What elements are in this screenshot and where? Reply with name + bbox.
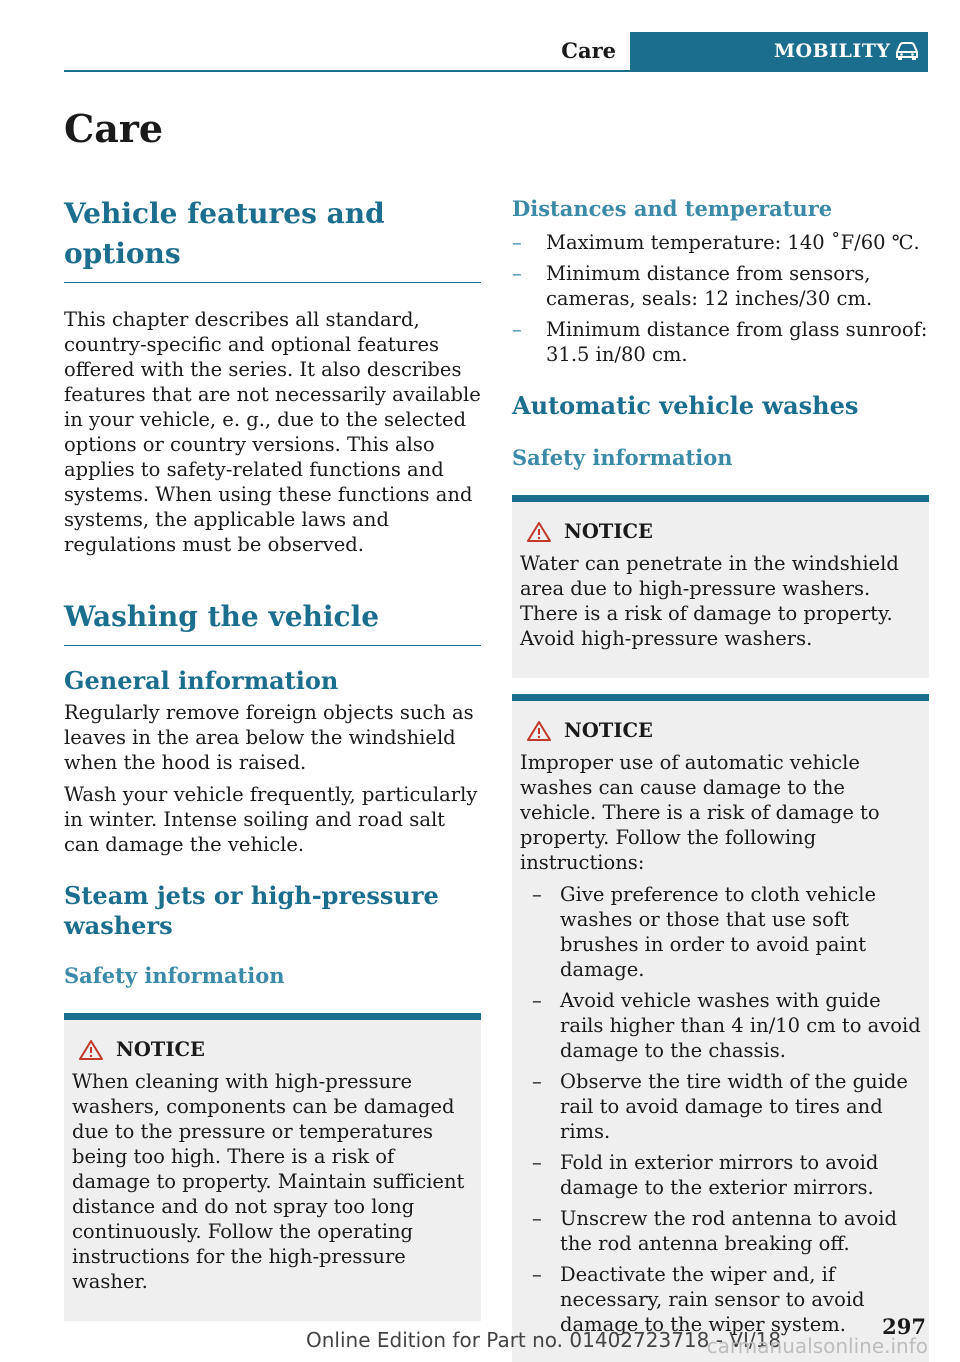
heading-general-information: General information xyxy=(64,666,339,695)
header-rule xyxy=(64,70,928,72)
warning-triangle-icon xyxy=(526,720,552,742)
heading-distances: Distances and temperature xyxy=(512,196,833,221)
page-title: Care xyxy=(64,106,164,151)
list-item: – Unscrew the rod antenna to avoid the rod antenna breaking off. xyxy=(520,1206,921,1256)
notice-header xyxy=(520,520,921,543)
vehicle-features-body: This chapter describes all standard, country-specific and optional features offered with the series. It also describes features that are not necessarily available in your vehicle, e. g., due to the selected options or country versions. This also applies to safety-related functions and systems. When using these functions and systems, the applicable laws and regulations must be observed. xyxy=(64,308,481,556)
left-column xyxy=(64,194,481,1321)
notice-box xyxy=(512,495,929,678)
heading-safety-information: Safety information xyxy=(64,963,285,988)
edition-footer: Online Edition for Part no. 01402723718 - VI/18 xyxy=(306,1328,782,1352)
notice-box xyxy=(64,1013,481,1321)
general-paragraph-1: Regularly remove foreign objects such as leaves in the area below the windshield when the hood is raised. xyxy=(64,701,474,774)
heading-rule xyxy=(64,645,481,646)
heading-automatic-washes: Automatic vehicle washes xyxy=(512,391,859,420)
header-chapter-tab xyxy=(630,32,928,70)
header-section-title: Care xyxy=(561,38,616,63)
heading-safety-information: Safety information xyxy=(512,445,733,470)
list-item: – Fold in exterior mirrors to avoid damage to the exterior mirrors. xyxy=(520,1150,921,1200)
page-number: 297 xyxy=(882,1314,926,1339)
notice-label: NOTICE xyxy=(116,1038,205,1061)
list-item: – Minimum distance from sensors, cameras, seals: 12 inches/30 cm. xyxy=(512,261,929,311)
list-item: – Minimum distance from glass sunroof: 31.5 in/80 cm. xyxy=(512,317,929,367)
right-column xyxy=(512,194,929,1362)
list-item: – Deactivate the wiper and, if necessary, rain sensor to avoid damage to the wiper system. xyxy=(520,1262,921,1337)
heading-vehicle-features: Vehicle features and options xyxy=(64,197,385,270)
general-paragraph-2: Wash your vehicle frequently, particularly in winter. Intense soiling and road salt can damage the vehicle. xyxy=(64,783,478,856)
car-icon xyxy=(894,41,920,61)
distances-list xyxy=(512,230,929,367)
heading-washing: Washing the vehicle xyxy=(64,600,380,633)
heading-steam-jets: Steam jets or high-pressure washers xyxy=(64,881,439,940)
notice-text: Improper use of automatic vehicle washes can cause damage to the vehicle. There is a risk of damage to property. Follow the following instructions: xyxy=(520,751,880,874)
list-item: – Give preference to cloth vehicle washes or those that use soft brushes in order to avoid paint damage. xyxy=(520,882,921,982)
list-item: – Avoid vehicle washes with guide rails higher than 4 in/10 cm to avoid damage to the chassis. xyxy=(520,988,921,1063)
header-chapter-label: MOBILITY xyxy=(774,40,891,62)
list-item: – Observe the tire width of the guide rail to avoid damage to tires and rims. xyxy=(520,1069,921,1144)
warning-triangle-icon xyxy=(78,1039,104,1061)
notice-text: When cleaning with high-pressure washers, components can be damaged due to the pressure or temperatures being too high. There is a risk of damage to property. Maintain sufficient distance and do not spray too long continuously. Follow the operating instructions for the high-pressure washer. xyxy=(72,1070,465,1293)
list-item: – Maximum temperature: 140 ˚F/60 ℃. xyxy=(512,230,929,255)
notice-label: NOTICE xyxy=(564,719,653,742)
warning-triangle-icon xyxy=(526,521,552,543)
notice-box xyxy=(512,694,929,1362)
notice-text: Water can penetrate in the windshield area due to high-pressure washers. There is a risk of damage to property. Avoid high-pressure washers. xyxy=(520,552,899,650)
notice-header xyxy=(72,1038,473,1061)
watermark: carmanualsonline.info xyxy=(706,1334,928,1358)
instructions-list xyxy=(520,882,921,1337)
heading-rule xyxy=(64,282,481,283)
notice-header xyxy=(520,719,921,742)
notice-label: NOTICE xyxy=(564,520,653,543)
